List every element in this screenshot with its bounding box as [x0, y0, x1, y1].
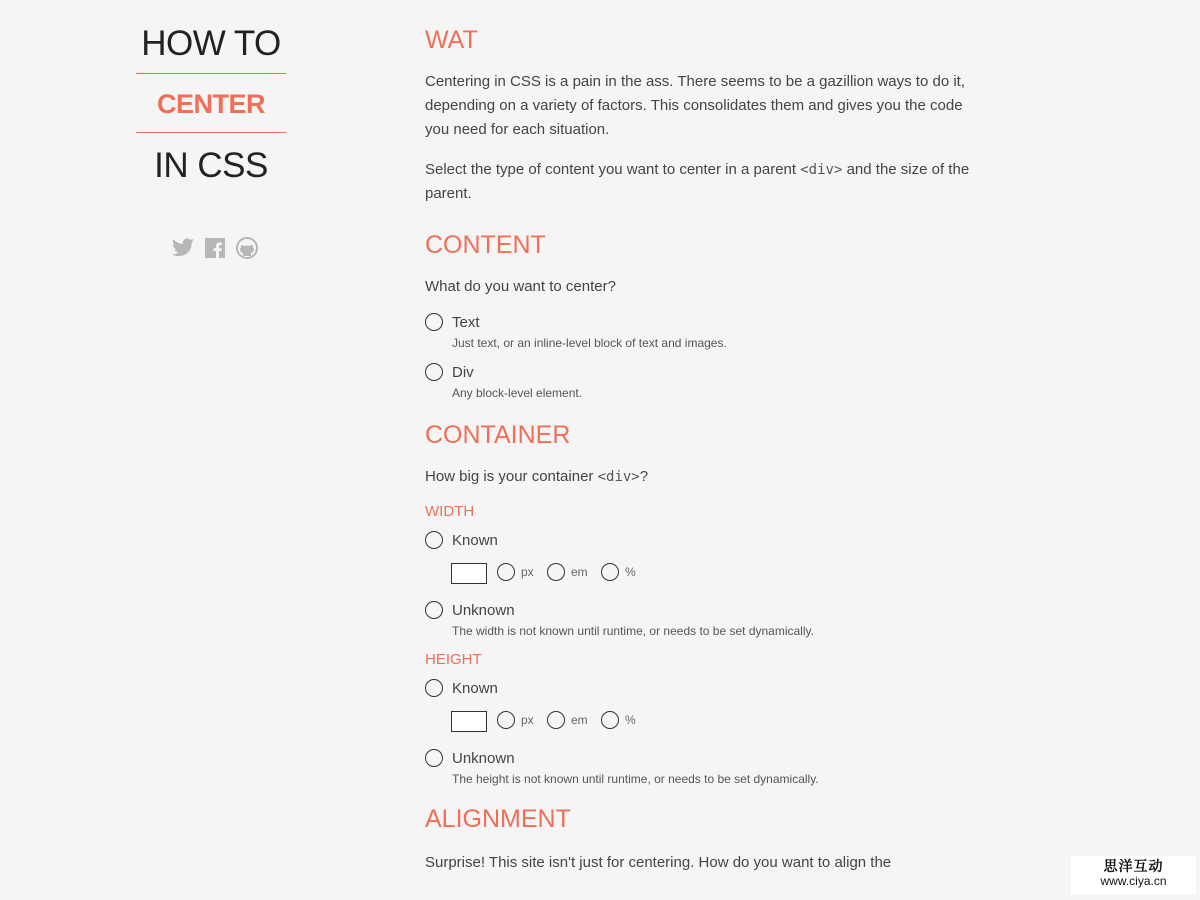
width-heading: WIDTH	[425, 503, 475, 520]
section-title-content: CONTENT	[425, 231, 546, 259]
width-unknown-desc: The width is not known until runtime, or needs to be set dynamically.	[452, 624, 814, 638]
option-text-desc: Just text, or an inline-level block of text and images.	[452, 336, 727, 350]
text-radio[interactable]	[425, 313, 443, 331]
height-em-radio[interactable]	[547, 711, 565, 729]
width-percent-option[interactable]	[601, 563, 636, 581]
height-unknown-label: Unknown	[452, 750, 515, 767]
github-icon[interactable]	[235, 236, 259, 260]
height-unknown-desc: The height is not known until runtime, or needs to be set dynamically.	[452, 772, 819, 786]
logo-center: CENTER	[136, 74, 286, 133]
container-question	[425, 465, 985, 489]
width-px-label: px	[521, 565, 534, 579]
width-unknown-option[interactable]	[425, 601, 985, 638]
logo-how-to: HOW TO	[136, 26, 286, 74]
container-div-code: <div>	[597, 469, 640, 485]
width-em-label: em	[571, 565, 588, 579]
section-title-alignment: ALIGNMENT	[425, 805, 571, 833]
option-div-desc: Any block-level element.	[452, 386, 583, 400]
container-question-text-a: How big is your container	[425, 468, 594, 485]
height-input[interactable]	[451, 711, 487, 732]
height-heading: HEIGHT	[425, 651, 482, 668]
site-watermark	[1071, 856, 1196, 894]
height-percent-radio[interactable]	[601, 711, 619, 729]
height-px-option[interactable]	[497, 711, 534, 729]
width-unit-row	[451, 561, 985, 585]
main-content	[425, 26, 985, 875]
width-em-radio[interactable]	[547, 563, 565, 581]
width-percent-radio[interactable]	[601, 563, 619, 581]
height-em-option[interactable]	[547, 711, 588, 729]
wat-instructions-text-b: and the size of the parent.	[425, 161, 970, 202]
width-px-option[interactable]	[497, 563, 534, 581]
div-radio[interactable]	[425, 363, 443, 381]
height-percent-option[interactable]	[601, 711, 636, 729]
height-px-radio[interactable]	[497, 711, 515, 729]
div-code: <div>	[800, 162, 843, 178]
width-em-option[interactable]	[547, 563, 588, 581]
wat-paragraph: Centering in CSS is a pain in the ass. There seems to be a gazillion ways to do it, depending on a variety of factors. This consolidates them and gives you the code you need for each situation.	[425, 73, 966, 138]
option-div[interactable]	[425, 363, 985, 400]
option-text-label: Text	[452, 314, 480, 331]
sidebar	[136, 26, 286, 260]
wat-instructions-text-a: Select the type of content you want to center in a parent	[425, 161, 797, 178]
height-px-label: px	[521, 713, 534, 727]
height-percent-label: %	[625, 713, 636, 727]
section-title-container: CONTAINER	[425, 421, 571, 449]
height-known-option[interactable]	[425, 679, 985, 701]
alignment-paragraph: Surprise! This site isn't just for centering. How do you want to align the	[425, 854, 892, 871]
option-div-label: Div	[452, 364, 474, 381]
watermark-brand: 思洋互动	[1103, 858, 1164, 874]
social-links	[144, 236, 286, 260]
section-title-wat: WAT	[425, 26, 478, 54]
width-unknown-radio[interactable]	[425, 601, 443, 619]
width-input[interactable]	[451, 563, 487, 584]
width-percent-label: %	[625, 565, 636, 579]
width-px-radio[interactable]	[497, 563, 515, 581]
height-unknown-radio[interactable]	[425, 749, 443, 767]
twitter-icon[interactable]	[171, 236, 195, 260]
width-unknown-label: Unknown	[452, 602, 515, 619]
height-em-label: em	[571, 713, 588, 727]
height-known-radio[interactable]	[425, 679, 443, 697]
height-unknown-option[interactable]	[425, 749, 985, 786]
width-known-label: Known	[452, 532, 498, 549]
logo-in-css: IN CSS	[154, 146, 268, 185]
container-question-text-b: ?	[639, 468, 649, 485]
width-known-radio[interactable]	[425, 531, 443, 549]
width-known-option[interactable]	[425, 531, 985, 553]
option-text[interactable]	[425, 313, 985, 350]
watermark-url: www.ciya.cn	[1100, 874, 1167, 888]
wat-instructions	[425, 158, 985, 206]
height-known-label: Known	[452, 680, 498, 697]
height-unit-row	[451, 709, 985, 733]
content-question: What do you want to center?	[425, 278, 616, 295]
facebook-icon[interactable]	[203, 236, 227, 260]
